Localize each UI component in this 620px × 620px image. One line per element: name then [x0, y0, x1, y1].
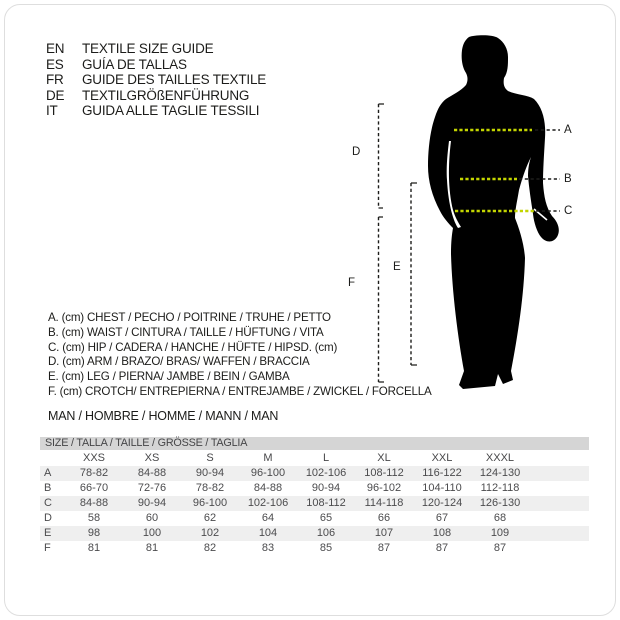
table-row-arm — [40, 511, 589, 526]
header-spacer — [40, 450, 65, 466]
size-cell: 96-102 — [366, 482, 402, 494]
size-table — [40, 437, 589, 556]
legend-line-chest: A. (cm) CHEST / PECHO / POITRINE / TRUHE / PETTO — [48, 311, 331, 324]
row-filler — [529, 541, 589, 556]
size-cell: 108-112 — [364, 467, 404, 479]
legend-line-arm: D. (cm) ARM / BRAZO/ BRAS/ WAFFEN / BRACCIA — [48, 355, 310, 369]
size-table-header-row — [40, 450, 589, 466]
col-header: XS — [144, 452, 160, 464]
marker-chest: A — [564, 124, 572, 136]
size-cell: 124-130 — [479, 467, 521, 479]
measurement-legend — [48, 311, 432, 400]
size-cell: 106 — [316, 527, 336, 539]
size-cell: 126-130 — [479, 497, 521, 509]
size-cell: 65 — [319, 512, 333, 524]
col-header: XL — [377, 452, 391, 464]
size-cell: 104-110 — [422, 482, 462, 494]
language-code: ES — [46, 56, 64, 72]
language-code: EN — [46, 41, 65, 56]
size-cell: 102-106 — [305, 467, 347, 479]
language-row — [46, 41, 266, 57]
size-cell: 72-76 — [137, 482, 167, 494]
col-header: S — [206, 452, 214, 464]
language-row — [46, 88, 266, 104]
size-cell: 66 — [377, 512, 391, 524]
size-cell: 82 — [203, 542, 217, 554]
size-cell: 64 — [261, 512, 275, 524]
row-filler — [529, 526, 589, 541]
legend-line-hip: C. (cm) HIP / CADERA / HANCHE / HÜFTE / HIPSD. (cm) — [48, 340, 338, 354]
size-cell: 98 — [87, 527, 101, 539]
size-table-title: SIZE / TALLA / TAILLE / GRÖSSE / TAGLIA — [40, 437, 589, 450]
legend-line-crotch: F. (cm) CROTCH/ ENTREPIERNA / ENTREJAMBE / ZWICKEL / FORCELLA — [48, 384, 432, 398]
size-cell: 81 — [145, 542, 159, 554]
marker-crotch: F — [348, 277, 356, 289]
language-row — [46, 103, 266, 119]
size-cell: 67 — [435, 512, 449, 524]
marker-arm: D — [352, 146, 361, 158]
language-code: FR — [46, 72, 64, 88]
language-title: GUÍA DE TALLAS — [82, 56, 187, 72]
size-cell: 114-118 — [364, 497, 404, 509]
row-filler — [529, 496, 589, 511]
table-row-hip — [40, 496, 589, 511]
size-cell: 78-82 — [195, 482, 225, 494]
language-row — [46, 72, 266, 88]
table-row-waist — [40, 481, 589, 496]
language-title: GUIDE DES TAILLES TEXTILE — [82, 72, 267, 88]
table-row-crotch — [40, 541, 589, 556]
row-filler — [529, 466, 589, 481]
col-header: XXL — [431, 452, 453, 464]
marker-leg: E — [393, 261, 401, 273]
size-cell: 108 — [432, 527, 452, 539]
language-list — [46, 41, 266, 119]
row-filler — [529, 481, 589, 496]
size-cell: 83 — [261, 542, 275, 554]
table-row-leg — [40, 526, 589, 541]
language-title: TEXTILGRÖßENFÜHRUNG — [82, 87, 250, 103]
language-title: GUIDA ALLE TAGLIE TESSILI — [82, 103, 260, 119]
size-cell: 66-70 — [79, 482, 109, 494]
size-cell: 112-118 — [480, 482, 520, 494]
size-cell: 116-122 — [422, 467, 462, 479]
size-cell: 62 — [203, 512, 217, 524]
size-cell: 96-100 — [250, 467, 286, 479]
size-cell: 84-88 — [137, 467, 167, 479]
size-cell: 90-94 — [195, 467, 225, 479]
size-cell: 84-88 — [253, 482, 283, 494]
arm-line-tick — [379, 104, 385, 208]
size-cell: 104 — [258, 527, 278, 539]
gender-line: MAN / HOMBRE / HOMME / MANN / MAN — [48, 409, 279, 423]
marker-waist: B — [564, 173, 572, 185]
size-cell: 102 — [200, 527, 220, 539]
size-cell: 87 — [435, 542, 449, 554]
language-row — [46, 57, 266, 73]
col-header: M — [263, 452, 273, 464]
table-row-chest — [40, 466, 589, 481]
language-code: IT — [46, 103, 58, 119]
col-header: L — [322, 452, 330, 464]
size-cell: 60 — [145, 512, 159, 524]
row-label: C — [44, 497, 52, 509]
header-filler — [529, 450, 589, 466]
size-cell: 90-94 — [137, 497, 167, 509]
legend-line-waist: B. (cm) WAIST / CINTURA / TAILLE / HÜFTUNG / VITA — [48, 325, 324, 339]
row-filler — [529, 511, 589, 526]
size-cell: 109 — [490, 527, 510, 539]
row-label: E — [44, 527, 52, 539]
size-cell: 84-88 — [79, 497, 109, 509]
row-label: D — [44, 512, 52, 524]
size-cell: 58 — [87, 512, 101, 524]
size-cell: 96-100 — [192, 497, 228, 509]
size-cell: 102-106 — [247, 497, 289, 509]
size-cell: 81 — [87, 542, 101, 554]
size-cell: 108-112 — [306, 497, 346, 509]
row-label: B — [44, 482, 52, 494]
size-cell: 120-124 — [421, 497, 463, 509]
size-cell: 90-94 — [311, 482, 341, 494]
size-cell: 78-82 — [79, 467, 109, 479]
size-cell: 87 — [493, 542, 507, 554]
row-label: F — [44, 542, 51, 554]
size-cell: 107 — [374, 527, 394, 539]
size-cell: 85 — [319, 542, 333, 554]
size-cell: 100 — [142, 527, 162, 539]
legend-line-leg: E. (cm) LEG / PIERNA/ JAMBE / BEIN / GAMBA — [48, 370, 290, 384]
size-cell: 87 — [377, 542, 391, 554]
language-title: TEXTILE SIZE GUIDE — [82, 41, 214, 56]
col-header: XXS — [82, 452, 105, 464]
row-label: A — [44, 467, 52, 479]
size-cell: 68 — [493, 512, 507, 524]
marker-hip: C — [564, 205, 573, 217]
col-header: XXXL — [485, 452, 515, 464]
language-code: DE — [46, 87, 65, 103]
